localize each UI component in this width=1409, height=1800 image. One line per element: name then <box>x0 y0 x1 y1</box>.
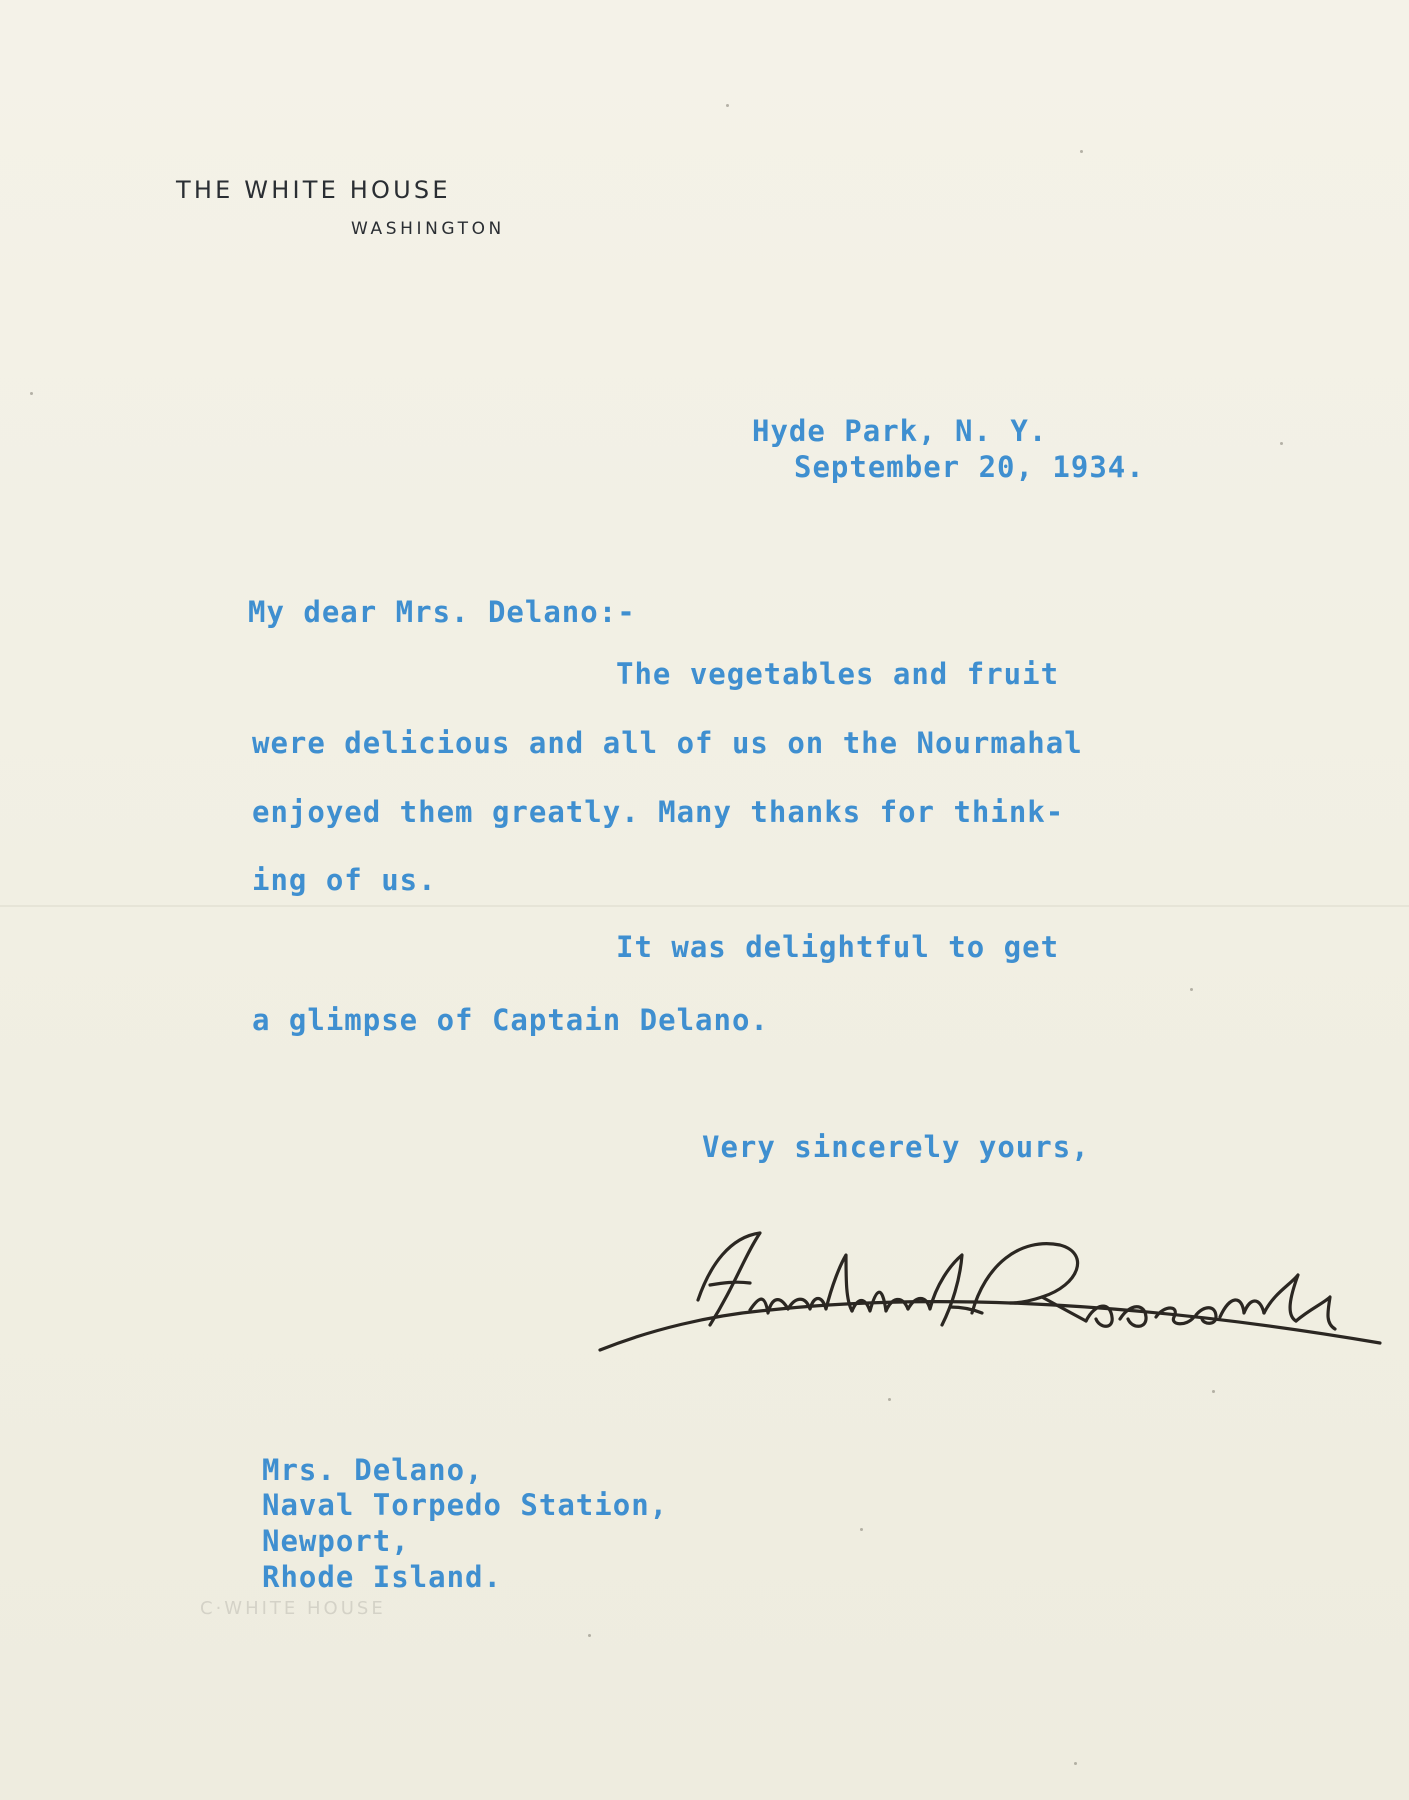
body-line: enjoyed them greatly. Many thanks for think- <box>252 795 1065 829</box>
body-line: It was delightful to get <box>616 930 1060 964</box>
paper-speck <box>726 104 729 107</box>
paper-speck <box>30 392 33 395</box>
letterhead-subtitle: WASHINGTON <box>351 219 505 239</box>
body-line: a glimpse of Captain Delano. <box>252 1003 769 1037</box>
paper-speck <box>888 1398 891 1401</box>
salutation: My dear Mrs. Delano:- <box>248 595 636 629</box>
dateline-place: Hyde Park, N. Y. <box>752 414 1048 448</box>
paper-speck <box>1080 150 1083 153</box>
address-line: Rhode Island. <box>262 1560 502 1594</box>
closing: Very sincerely yours, <box>702 1130 1090 1164</box>
paper-speck <box>1280 442 1283 445</box>
body-line: ing of us. <box>252 863 437 897</box>
fold-crease <box>0 905 1409 907</box>
paper-speck <box>1074 1762 1077 1765</box>
paper-speck <box>588 1634 591 1637</box>
signature <box>590 1225 1390 1375</box>
paper-speck <box>1190 988 1193 991</box>
faded-stamp: C·WHITE HOUSE <box>200 1598 386 1619</box>
address-line: Mrs. Delano, <box>262 1453 484 1487</box>
dateline-date: September 20, 1934. <box>794 450 1145 484</box>
paper-speck <box>860 1528 863 1531</box>
body-line: The vegetables and fruit <box>616 657 1060 691</box>
address-line: Naval Torpedo Station, <box>262 1488 669 1522</box>
address-line: Newport, <box>262 1524 410 1558</box>
letterhead-title: THE WHITE HOUSE <box>176 176 451 204</box>
body-line: were delicious and all of us on the Nourmahal <box>252 726 1083 760</box>
paper-speck <box>1212 1390 1215 1393</box>
